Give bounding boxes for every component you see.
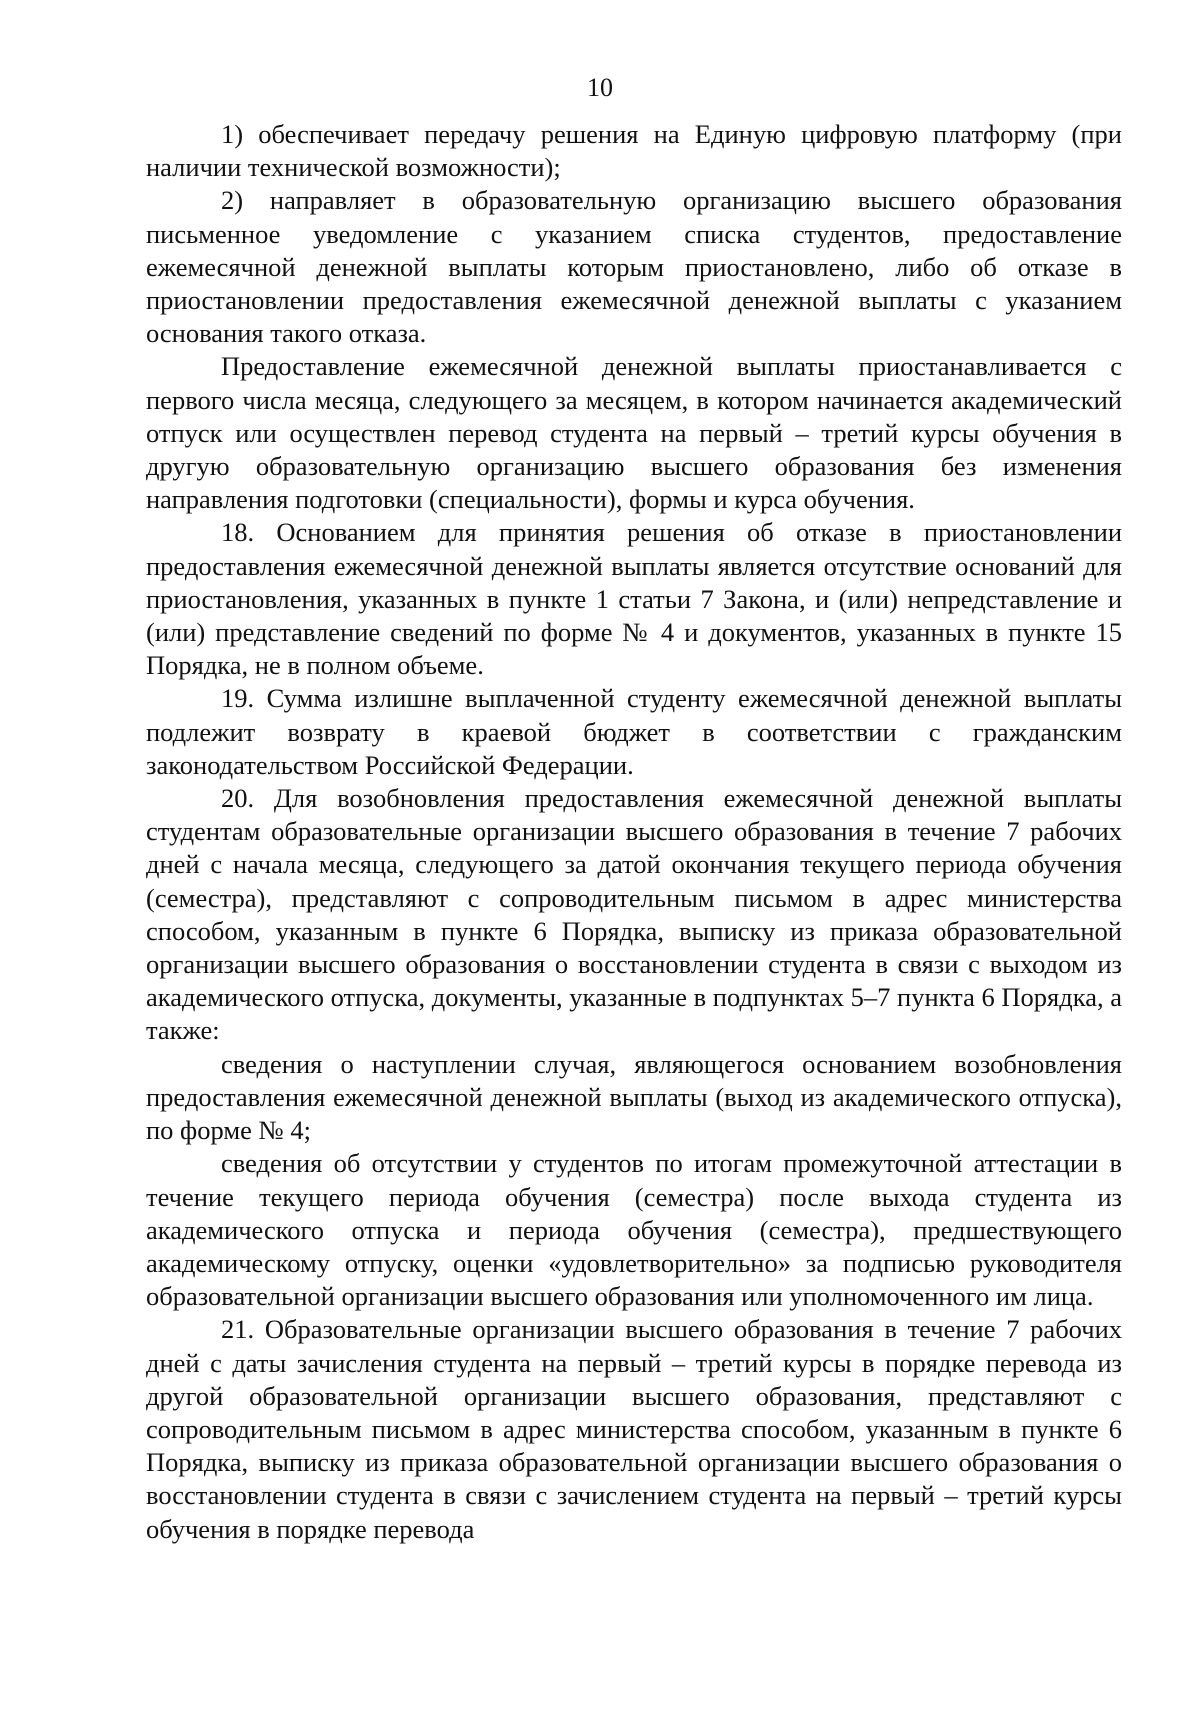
paragraph-item-2: 2) направляет в образовательную организацию высшего образования письменное уведомление с указанием списка студентов, предоставление ежемесячной денежной выплаты которым приостановлено, либо об отказе в приостановлении предоставления ежемесячной денежной выплаты с указанием основания такого отказа.: [146, 185, 1122, 349]
paragraph-20: 20. Для возобновления предоставления ежемесячной денежной выплаты студентам образовательные организации высшего образования в течение 7 рабочих дней с начала месяца, следующего за датой окончания текущего периода обучения (семестра), представляют с сопроводительным письмом в адрес министерства способом, указанным в пункте 6 Порядка, выписку из приказа образовательной организации высшего образования о восстановлении студента в связи с выходом из академического отпуска, документы, указанные в подпунктах 5–7 пункта 6 Порядка, а также:: [146, 783, 1122, 1046]
paragraph-20-info-form-4: сведения о наступлении случая, являющегося основанием возобновления предоставления ежемесячной денежной выплаты (выход из академического отпуска), по форме № 4;: [146, 1048, 1122, 1146]
page-number: 10: [587, 73, 613, 102]
paragraph-18: 18. Основанием для принятия решения об отказе в приостановлении предоставления ежемесячной денежной выплаты является отсутствие оснований для приостановления, указанных в пункте 1 статьи 7 Закона, и (или) непредставление и (или) представление сведений по форме № 4 и документов, указанных в пункте 15 Порядка, не в полном объеме.: [146, 517, 1122, 681]
paragraph-item-1: 1) обеспечивает передачу решения на Единую цифровую платформу (при наличии технической возможности);: [146, 119, 1122, 183]
paragraph-suspension-date: Предоставление ежемесячной денежной выплаты приостанавливается с первого числа месяца, следующего за месяцем, в котором начинается академический отпуск или осуществлен перевод студента на первый – третий курсы обучения в другую образовательную организацию высшего образования без изменения направления подготовки (специальности), формы и курса обучения.: [146, 351, 1122, 515]
paragraph-21: 21. Образовательные организации высшего образования в течение 7 рабочих дней с даты зачисления студента на первый – третий курсы в порядке перевода из другой образовательной организации высшего образования, представляют с сопроводительным письмом в адрес министерства способом, указанным в пункте 6 Порядка, выписку из приказа образовательной организации высшего образования о восстановлении студента в связи с зачислением студента на первый – третий курсы обучения в порядке перевода: [146, 1314, 1122, 1544]
paragraph-20-info-grades: сведения об отсутствии у студентов по итогам промежуточной аттестации в течение текущего периода обучения (семестра) после выхода студента из академического отпуска и периода обучения (семестра), предшествующего академическому отпуску, оценки «удовлетворительно» за подписью руководителя образовательной организации высшего образования или уполномоченного им лица.: [146, 1148, 1122, 1312]
paragraph-19: 19. Сумма излишне выплаченной студенту ежемесячной денежной выплаты подлежит возврату в краевой бюджет в соответствии с гражданским законодательством Российской Федерации.: [146, 683, 1122, 780]
document-body: [146, 118, 1122, 1546]
